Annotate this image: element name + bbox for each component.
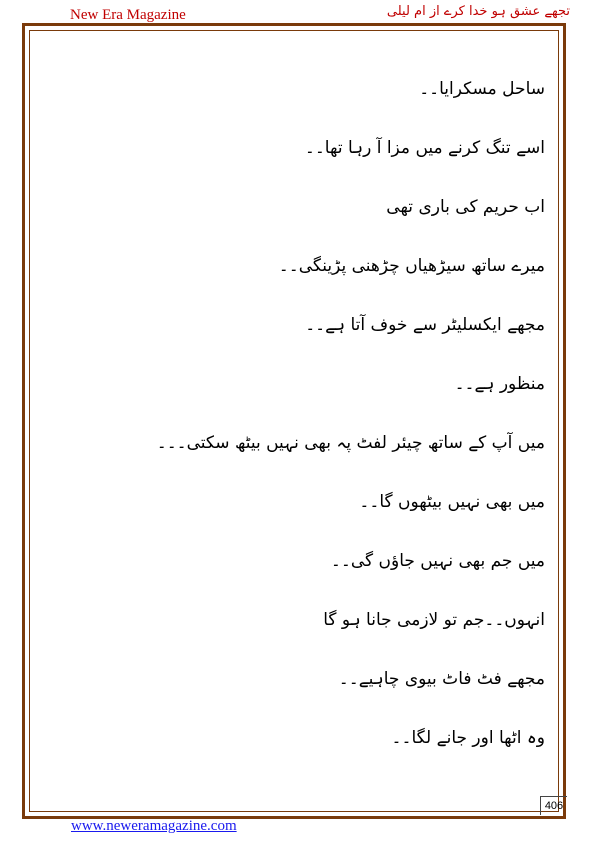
magazine-name: New Era Magazine	[70, 7, 186, 23]
website-link[interactable]: www.neweramagazine.com	[71, 818, 237, 834]
story-line: میں جم بھی نہیں جاؤں گی۔۔	[330, 551, 545, 571]
story-line: میرے ساتھ سیڑھیاں چڑھنی پڑینگی۔۔	[278, 256, 545, 276]
story-line: اب حریم کی باری تھی	[386, 197, 545, 217]
story-text	[40, 78, 545, 786]
story-title: تجھے عشق ہو خدا کرے از ام لیلی	[386, 4, 570, 19]
story-line: میں آپ کے ساتھ چیئر لفٹ پہ بھی نہیں بیٹھ سکتی۔۔۔	[156, 433, 545, 453]
page-number: 406	[540, 796, 567, 815]
story-line: منظور ہے۔۔	[454, 374, 545, 394]
story-line: وہ اٹھا اور جانے لگا۔۔	[391, 728, 545, 748]
story-line: میں بھی نہیں بیٹھوں گا۔۔	[359, 492, 545, 512]
story-line: اسے تنگ کرنے میں مزا آ رہا تھا۔۔	[304, 138, 545, 158]
story-line: مجھے فٹ فاٹ بیوی چاہیے۔۔	[338, 669, 545, 689]
story-line: ساحل مسکرایا۔۔	[419, 79, 545, 99]
story-line: مجھے ایکسلیٹر سے خوف آتا ہے۔۔	[305, 315, 545, 335]
story-line: انہوں۔۔جم تو لازمی جانا ہو گا	[323, 610, 545, 630]
